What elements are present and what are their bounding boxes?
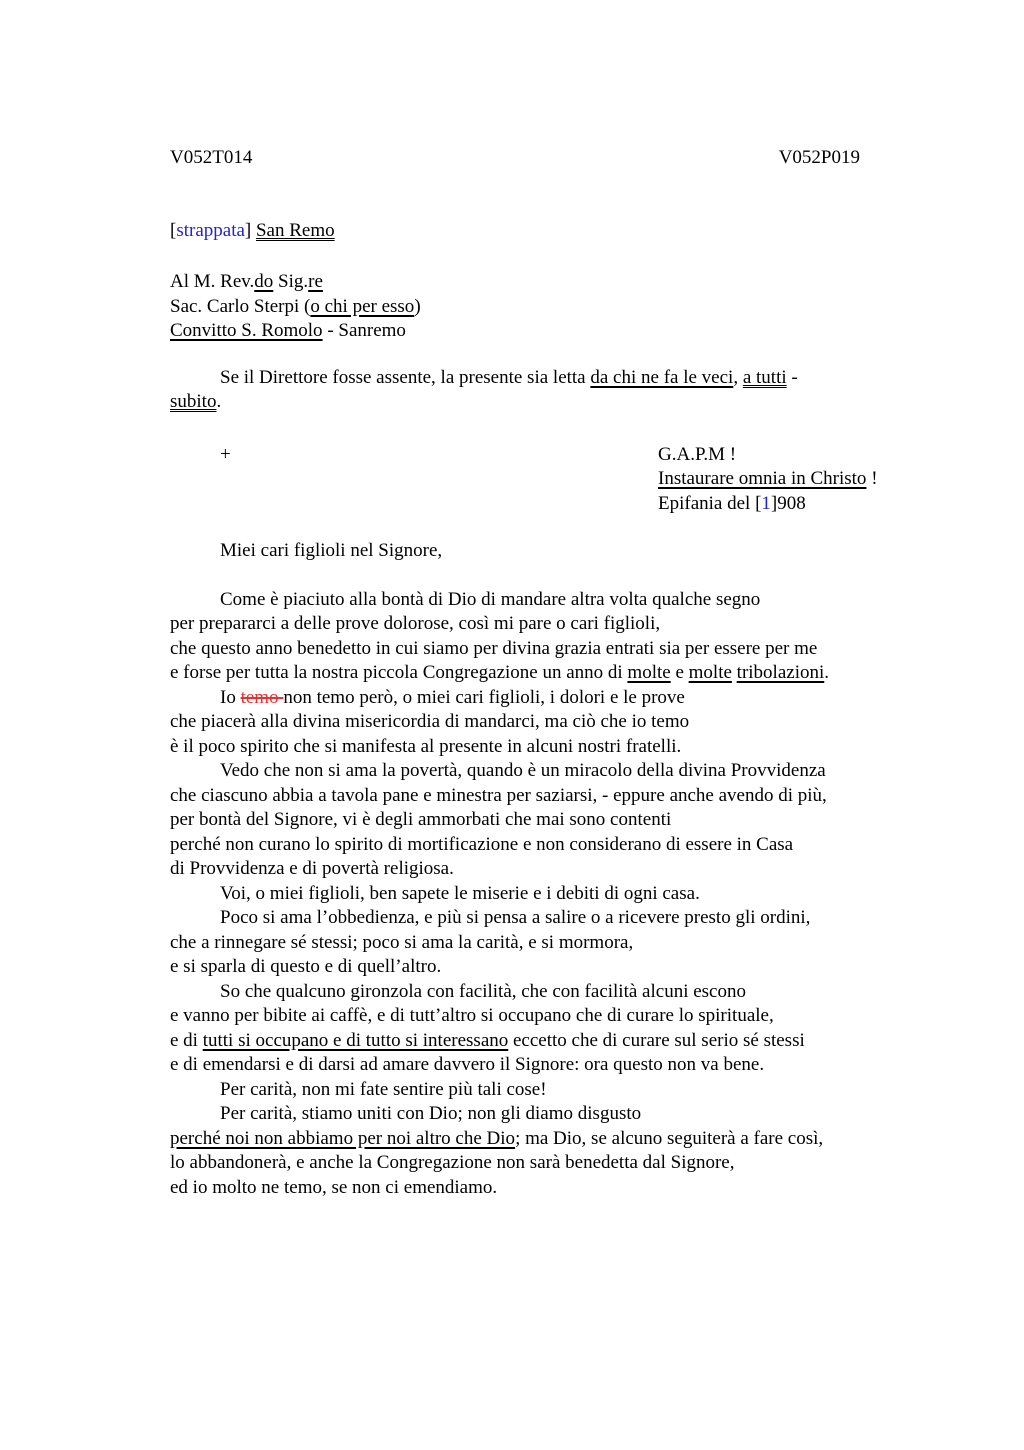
red-strikethrough-text: temo [240, 686, 284, 708]
text-segment: e forse per tutta la nostra piccola Congregazione un anno di [170, 662, 628, 683]
text-segment: Sig. [273, 271, 309, 292]
letter-line [170, 882, 894, 907]
text-segment: di Provvidenza e di povertà religiosa. [170, 858, 454, 879]
text-segment: che ciascuno abbia a tavola pane e minestra per saziarsi, - eppure anche avendo di più, [170, 784, 827, 806]
text-segment: perché non curano lo spirito di mortificazione e non considerano di essere in Casa [170, 833, 794, 855]
letter-line [170, 612, 894, 637]
text-segment: e vanno per bibite ai caffè, e di tutt’altro si occupano che di curare lo spirituale, [170, 1005, 774, 1026]
underlined-text: o chi per esso [310, 295, 415, 317]
underlined-text: Convitto S. Romolo [170, 320, 323, 341]
document-code-left: V052T014 [170, 147, 253, 168]
text-segment: ed io molto ne temo, se non ci emendiamo. [170, 1176, 498, 1198]
text-segment: e si sparla di questo e di quell’altro. [170, 956, 442, 977]
blue-annotation: 1 [761, 492, 771, 514]
text-segment: per prepararci a delle prove dolorose, così mi pare o cari figlioli, [170, 613, 661, 634]
text-segment: So che qualcuno gironzola con facilità, che con facilità alcuni escono [220, 980, 746, 1002]
letter-line [170, 588, 894, 613]
underlined-text: do [254, 271, 274, 292]
text-segment: lo abbandonerà, e anche la Congregazione non sarà benedetta dal Signore, [170, 1152, 735, 1173]
letter-line [170, 219, 894, 244]
letter-line [170, 270, 894, 295]
letter-line [170, 1127, 894, 1152]
underlined-text: Instaurare omnia in Christo [658, 468, 867, 489]
text-segment: per bontà del Signore, vi è degli ammorbati che mai sono contenti [170, 809, 672, 830]
letter-line [220, 443, 894, 468]
text-segment: è il poco spirito che si manifesta al presente in alcuni nostri fratelli. [170, 735, 682, 757]
text-segment: Poco si ama l’obbedienza, e più si pensa a salire o a ricevere presto gli ordini, [220, 907, 811, 928]
letter-line [170, 366, 894, 391]
text-segment: Come è piaciuto alla bontà di Dio di mandare altra volta qualche segno [220, 588, 761, 610]
text-segment: , [733, 366, 743, 388]
underlined-text: molte [688, 662, 732, 683]
letter-line [170, 319, 894, 344]
text-segment: che questo anno benedetto in cui siamo per divina grazia entrati sia per essere per me [170, 637, 818, 659]
text-segment: - [786, 366, 798, 388]
letter-line [658, 467, 894, 492]
text-segment: . [216, 391, 222, 412]
underlined-text: re [308, 271, 323, 292]
letter-line [170, 857, 894, 882]
text-segment: Sac. Carlo Sterpi ( [170, 295, 311, 317]
text-segment: Al M. Rev. [170, 271, 255, 292]
letter-line [170, 784, 894, 809]
cross-sign: + [220, 443, 231, 465]
text-segment: Voi, o miei figlioli, ben sapete le miserie e i debiti di ogni casa. [220, 882, 700, 904]
text-segment: Vedo che non si ama la povertà, quando è un miracolo della divina Provvidenza [220, 760, 826, 781]
text-segment: ) [414, 295, 421, 317]
text-segment: che piacerà alla divina misericordia di mandarci, ma ciò che io temo [170, 711, 690, 732]
letter-line [170, 1176, 894, 1201]
double-underlined-text: San Remo [255, 219, 335, 241]
letter-line [170, 390, 894, 415]
document-header [170, 146, 860, 171]
text-segment: Per carità, stiamo uniti con Dio; non gli diamo disgusto [220, 1103, 642, 1124]
text-segment: Se il Direttore fosse assente, la presente sia letta [220, 366, 591, 388]
text-segment: Miei cari figlioli nel Signore, [220, 540, 443, 561]
text-segment: eccetto che di curare sul serio sé stessi [508, 1029, 805, 1051]
letter-line [170, 906, 894, 931]
text-segment: che a rinnegare sé stessi; poco si ama la carità, e si mormora, [170, 931, 634, 953]
letter-line [170, 1053, 894, 1078]
double-underlined-text: subito [170, 391, 217, 412]
text-segment: ; ma Dio, se alcuno seguiterà a fare così, [515, 1127, 824, 1149]
underlined-text: molte [627, 662, 671, 683]
letter-line [170, 808, 894, 833]
text-segment: Per carità, non mi fate sentire più tali cose! [220, 1078, 547, 1100]
text-segment: e di emendarsi e di darsi ad amare davvero il Signore: ora questo non va bene. [170, 1054, 765, 1075]
document-code-right: V052P019 [778, 147, 860, 168]
letter-line [170, 759, 894, 784]
letter-line [170, 1004, 894, 1029]
text-segment: G.A.P.M ! [658, 443, 737, 465]
blue-annotation: strappata [176, 219, 245, 241]
text-segment: ! [866, 468, 878, 489]
text-segment: ] [244, 219, 256, 241]
letter-line [170, 686, 894, 711]
text-segment: Epifania del [ [658, 492, 762, 514]
underlined-text: perché noi non abbiamo per noi altro che Dio [170, 1127, 516, 1149]
text-segment: [ [170, 219, 177, 241]
letter-line [170, 1078, 894, 1103]
letter-line [170, 955, 894, 980]
letter-line [170, 1102, 894, 1127]
letter-line [170, 980, 894, 1005]
underlined-text: tutti si occupano e di tutto si interessano [202, 1029, 509, 1051]
letter-body [170, 219, 894, 1201]
text-segment: Io [220, 686, 241, 708]
text-segment: non temo però, o miei cari figlioli, i dolori e le prove [283, 686, 685, 708]
text-segment: . [824, 662, 830, 683]
text-segment: ]908 [770, 492, 806, 514]
underlined-text: tribolazioni [736, 662, 825, 683]
text-segment: - Sanremo [322, 320, 406, 341]
text-segment: e di [170, 1029, 203, 1051]
letter-line [170, 735, 894, 760]
letter-line [658, 492, 894, 517]
letter-line [170, 833, 894, 858]
letter-line [170, 1151, 894, 1176]
letter-line [170, 539, 894, 564]
text-segment: e [670, 662, 689, 683]
letter-line [170, 1029, 894, 1054]
letter-line [170, 931, 894, 956]
double-underlined-text: a tutti [742, 366, 787, 388]
letter-line [170, 637, 894, 662]
letter-line [170, 295, 894, 320]
letter-line [170, 710, 894, 735]
underlined-text: da chi ne fa le veci [590, 366, 734, 388]
letter-line [170, 661, 894, 686]
